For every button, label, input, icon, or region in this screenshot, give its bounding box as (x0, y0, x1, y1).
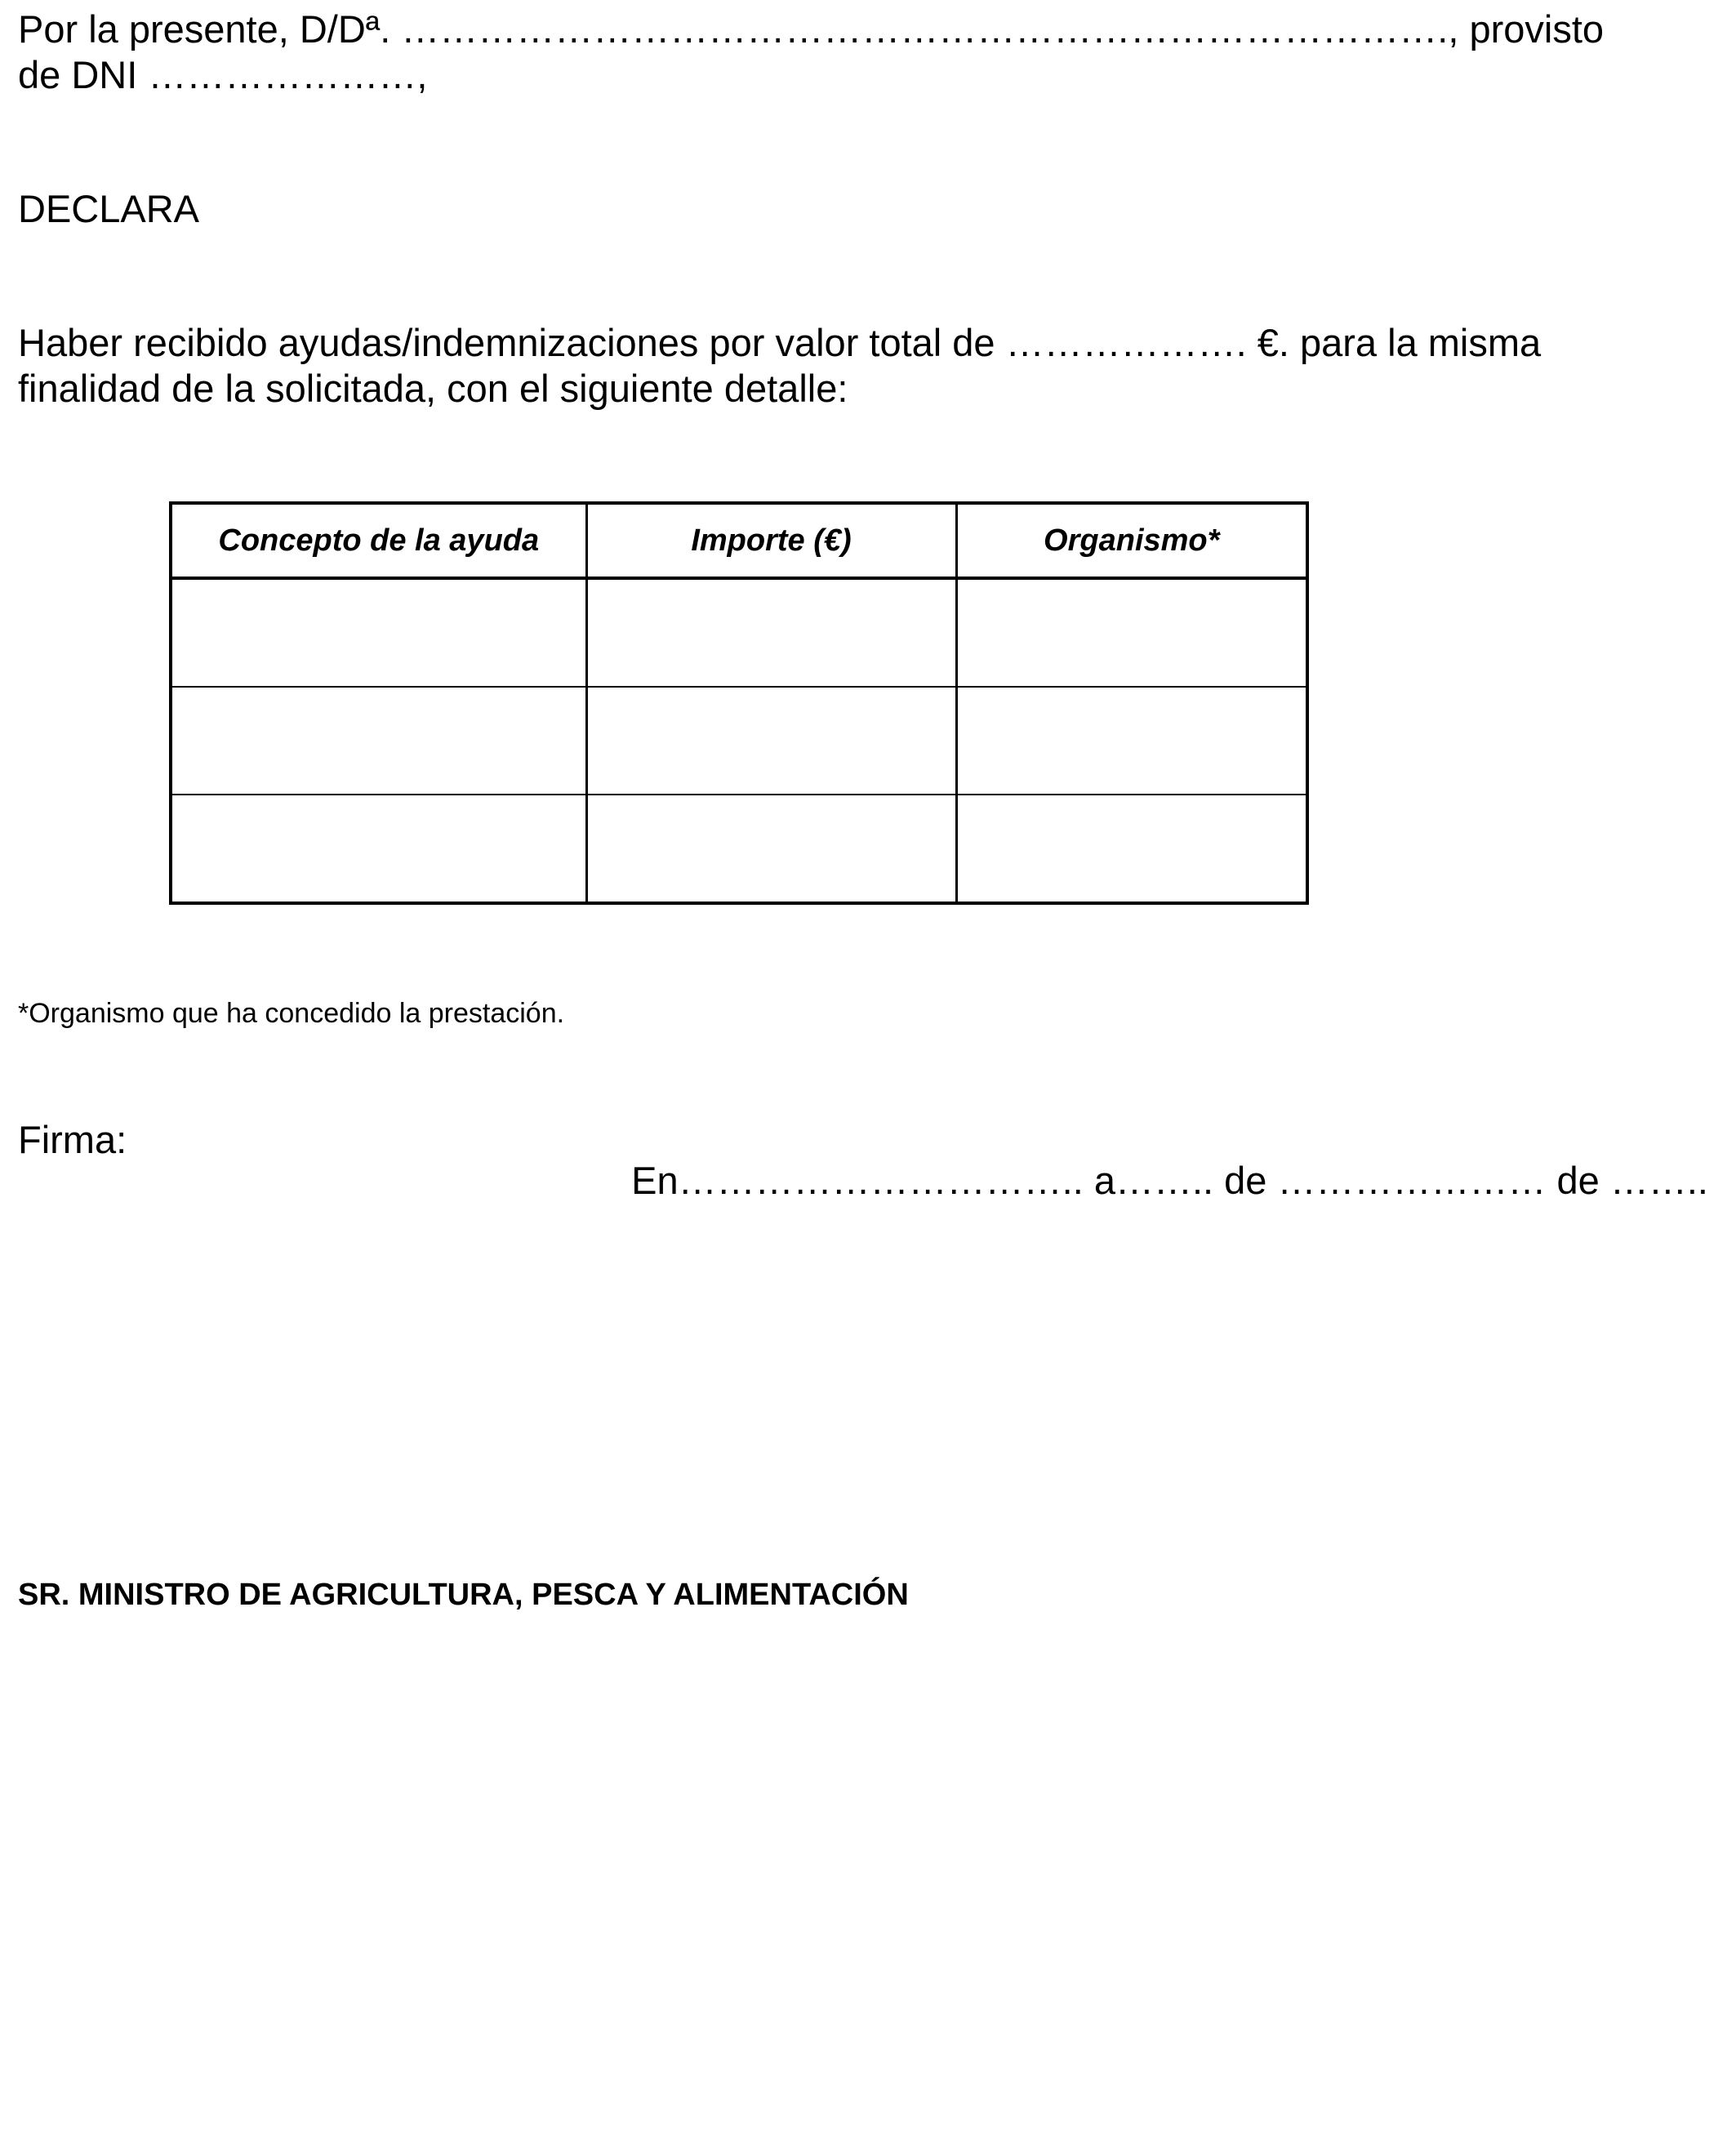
header-organismo: Organismo* (956, 503, 1307, 578)
declara-heading: DECLARA (18, 187, 200, 230)
table-cell-concepto[interactable] (171, 578, 586, 687)
table-header-row (171, 503, 1307, 578)
table-cell-importe[interactable] (586, 578, 956, 687)
table-row (171, 687, 1307, 795)
table-cell-concepto[interactable] (171, 687, 586, 795)
declarant-identity-paragraph (18, 7, 1708, 98)
table-row (171, 795, 1307, 903)
addressee: SR. MINISTRO DE AGRICULTURA, PESCA Y ALIMENTACIÓN (18, 1578, 909, 1612)
header-concepto: Concepto de la ayuda (171, 503, 586, 578)
declarant-name-line: Por la presente, D/Dª. ………………………………………………………………………., provisto (18, 7, 1605, 51)
table-cell-importe[interactable] (586, 687, 956, 795)
signature-label: Firma: (18, 1118, 127, 1161)
aid-amount-line: Haber recibido ayudas/indemnizaciones por valor total de ………………. €. para la misma (18, 321, 1542, 364)
table-cell-concepto[interactable] (171, 795, 586, 903)
table-cell-importe[interactable] (586, 795, 956, 903)
aid-amount-paragraph (18, 320, 1708, 412)
organismo-footnote: *Organismo que ha concedido la prestación. (18, 998, 565, 1029)
place-date-line: En………………………….. a…….. de ………………… de …….. (631, 1159, 1708, 1202)
aid-purpose-line: finalidad de la solicitada, con el siguiente detalle: (18, 367, 848, 410)
aid-detail-table (169, 501, 1309, 905)
declarant-dni-line: de DNI …………………, (18, 53, 428, 96)
table-cell-organismo[interactable] (956, 795, 1307, 903)
table-cell-organismo[interactable] (956, 578, 1307, 687)
header-importe: Importe (€) (586, 503, 956, 578)
table-cell-organismo[interactable] (956, 687, 1307, 795)
table-row (171, 578, 1307, 687)
